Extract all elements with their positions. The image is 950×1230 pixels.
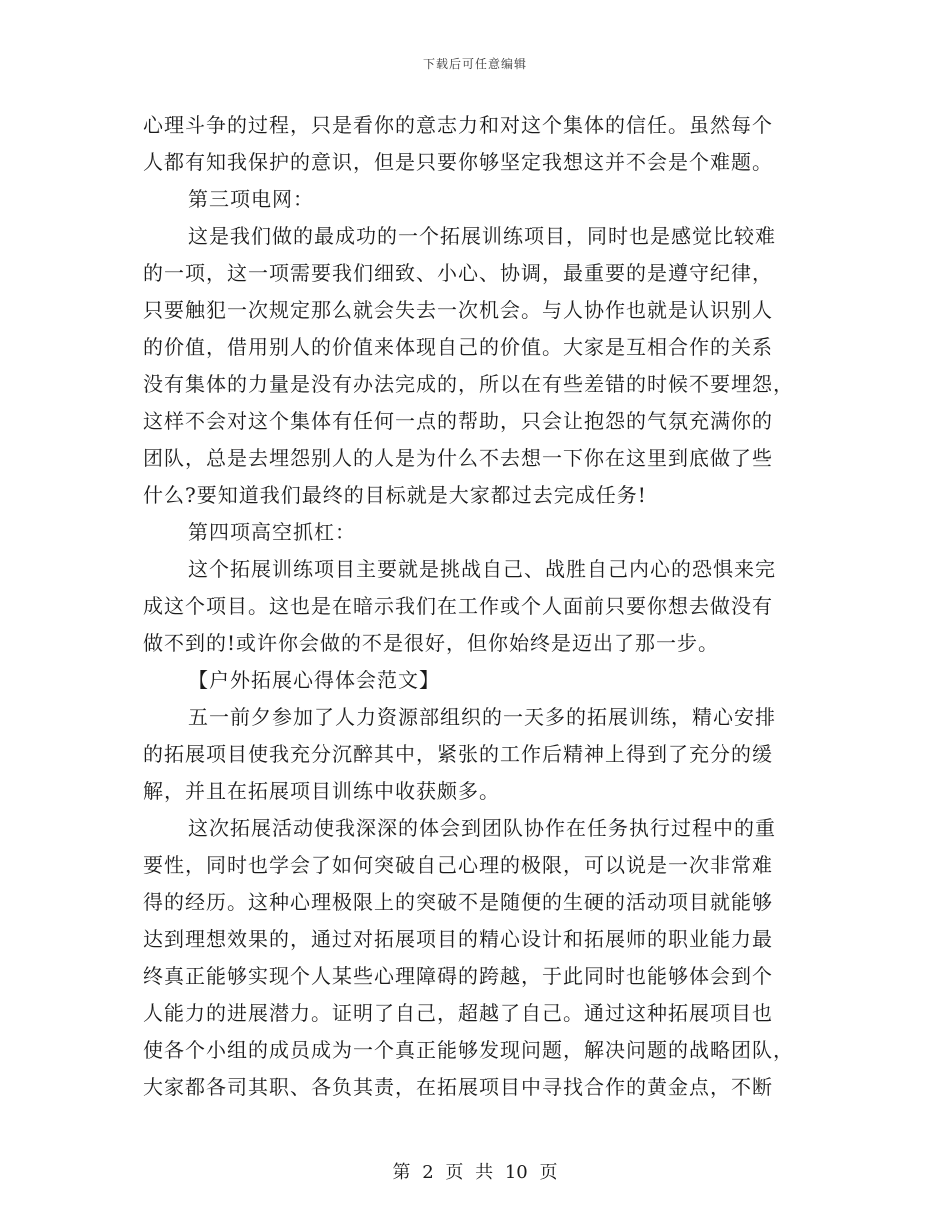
- text-line: 人能力的进展潜力。证明了自己，超越了自己。通过这种拓展项目也: [143, 1001, 773, 1025]
- text-line: 没有集体的力量是没有办法完成的，所以在有些差错的时候不要埋怨，: [143, 372, 794, 396]
- text-line: 什么?要知道我们最终的目标就是大家都过去完成任务!: [143, 483, 647, 507]
- page-number-footer: 第 2 页 共 10 页: [392, 1162, 558, 1183]
- section-heading-electric-net: 第三项电网：: [188, 187, 314, 211]
- section-heading-essay-title: 【户外拓展心得体会范文】: [188, 668, 440, 692]
- text-line: 的拓展项目使我充分沉醉其中，紧张的工作后精神上得到了充分的缓: [143, 742, 773, 766]
- section-heading-high-bar: 第四项高空抓杠：: [188, 520, 356, 544]
- text-line: 解，并且在拓展项目训练中收获颇多。: [143, 779, 500, 803]
- text-line: 得的经历。这种心理极限上的突破不是随便的生硬的活动项目就能够: [143, 890, 773, 914]
- text-line: 五一前夕参加了人力资源部组织的一天多的拓展训练，精心安排: [188, 705, 776, 729]
- page-header-note: 下载后可任意编辑: [422, 57, 527, 71]
- text-line: 要性，同时也学会了如何突破自己心理的极限，可以说是一次非常难: [143, 853, 773, 877]
- text-line: 这样不会对这个集体有任何一点的帮助，只会让抱怨的气氛充满你的: [143, 409, 773, 433]
- text-line: 终真正能够实现个人某些心理障碍的跨越，于此同时也能够体会到个: [143, 964, 773, 988]
- text-line: 这个拓展训练项目主要就是挑战自己、战胜自己内心的恐惧来完: [188, 557, 776, 581]
- text-line: 大家都各司其职、各负其责，在拓展项目中寻找合作的黄金点，不断: [143, 1075, 773, 1099]
- text-line: 团队，总是去埋怨别人的人是为什么不去想一下你在这里到底做了些: [143, 446, 773, 470]
- text-line: 只要触犯一次规定那么就会失去一次机会。与人协作也就是认识别人: [143, 298, 773, 322]
- text-line: 的一项，这一项需要我们细致、小心、协调，最重要的是遵守纪律，: [143, 261, 773, 285]
- text-line: 的价值，借用别人的价值来体现自己的价值。大家是互相合作的关系: [143, 335, 773, 359]
- text-line: 人都有知我保护的意识，但是只要你够坚定我想这并不会是个难题。: [143, 150, 773, 174]
- text-line: 心理斗争的过程，只是看你的意志力和对这个集体的信任。虽然每个: [143, 113, 773, 137]
- text-line: 做不到的!或许你会做的不是很好，但你始终是迈出了那一步。: [143, 631, 720, 655]
- text-line: 这是我们做的最成功的一个拓展训练项目，同时也是感觉比较难: [188, 224, 776, 248]
- document-body: [143, 107, 806, 1106]
- text-line: 成这个项目。这也是在暗示我们在工作或个人面前只要你想去做没有: [143, 594, 773, 618]
- text-line: 达到理想效果的，通过对拓展项目的精心设计和拓展师的职业能力最: [143, 927, 773, 951]
- text-line: 使各个小组的成员成为一个真正能够发现问题，解决问题的战略团队，: [143, 1038, 794, 1062]
- text-line: 这次拓展活动使我深深的体会到团队协作在任务执行过程中的重: [188, 816, 776, 840]
